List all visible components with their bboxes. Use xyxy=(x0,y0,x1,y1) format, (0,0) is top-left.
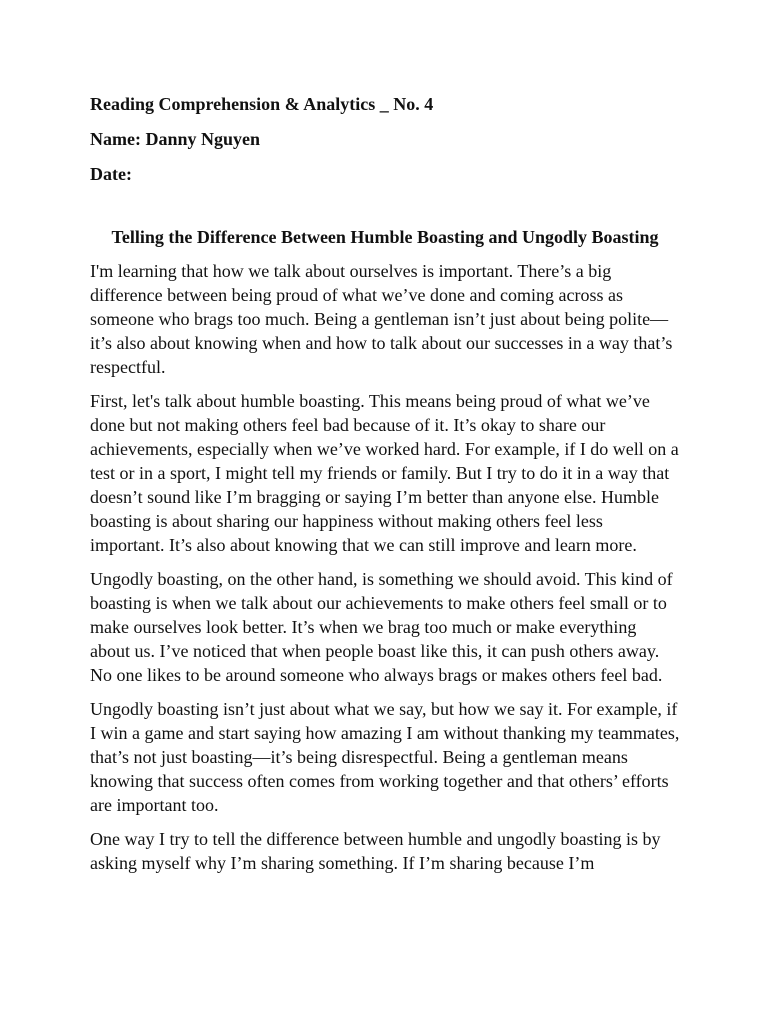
paragraph-2: First, let's talk about humble boasting. This means being proud of what we’ve done but not making others feel bad because of it. It’s okay to share our achievements, especially when we’ve worked hard. For example, if I do well on a test or in a sport, I might tell my friends or family. But I try to do it in a way that doesn’t sound like I’m bragging or saying I’m better than anyone else. Humble boasting is about sharing our happiness without making others feel less important. It’s also about knowing that we can still improve and learn more. xyxy=(90,391,679,555)
essay-body xyxy=(90,259,680,885)
student-name: Name: Danny Nguyen xyxy=(90,129,261,149)
essay-title: Telling the Difference Between Humble Boasting and Ungodly Boasting xyxy=(111,227,659,247)
paragraph-5: One way I try to tell the difference between humble and ungodly boasting is by asking myself why I’m sharing something. If I’m sharing because I’m xyxy=(90,829,661,873)
worksheet-title: Reading Comprehension & Analytics _ No. 4 xyxy=(90,94,434,114)
paragraph-3: Ungodly boasting, on the other hand, is something we should avoid. This kind of boasting is when we talk about our achievements to make others feel small or to make ourselves look better. It’s when we brag too much or make everything about us. I’ve noticed that when people boast like this, it can push others away. No one likes to be around someone who always brags or makes others feel bad. xyxy=(90,569,673,685)
paragraph-4: Ungodly boasting isn’t just about what we say, but how we say it. For example, if I win a game and start saying how amazing I am without thanking my teammates, that’s not just boasting—it’s being disrespectful. Being a gentleman means knowing that success often comes from working together and that others’ efforts are important too. xyxy=(90,699,680,815)
paragraph-1: I'm learning that how we talk about ourselves is important. There’s a big difference between being proud of what we’ve done and coming across as someone who brags too much. Being a gentleman isn’t just about being polite—it’s also about knowing when and how to talk about our successes in a way that’s respectful. xyxy=(90,261,673,377)
date-field: Date: xyxy=(90,164,132,184)
